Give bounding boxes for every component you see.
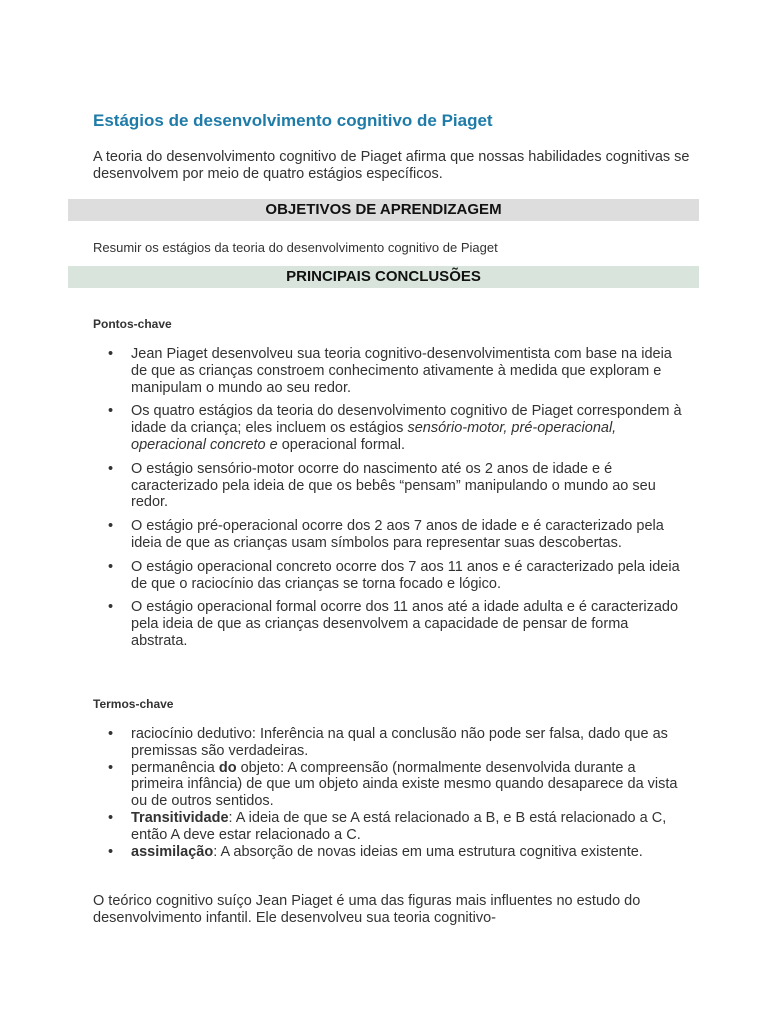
term-pre: permanência [131, 759, 219, 776]
conclusions-heading: PRINCIPAIS CONCLUSÕES [68, 266, 699, 288]
term-post: objeto: A compreensão (normalmente desenvolvida durante a primeira infância) de que um objeto ainda existe mesmo quando desaparece da vista ou de outros sentidos. [131, 759, 678, 810]
intro-paragraph: A teoria do desenvolvimento cognitivo de Piaget afirma que nossas habilidades cognitivas se desenvolvem por meio de quatro estágios específicos. [93, 149, 690, 182]
term-bold: do [218, 759, 237, 776]
list-item [131, 760, 686, 810]
closing-paragraph: O teórico cognitivo suíço Jean Piaget é uma das figuras mais influentes no estudo do desenvolvimento infantil. Ele desenvolveu sua teoria cognitivo- [93, 893, 641, 926]
list-item [131, 844, 686, 861]
list-item: • O estágio operacional formal ocorre dos 11 anos até a idade adulta e é caracterizado pela ideia de que as crianças desenvolvem a capacidade de pensar de forma abstrata. [131, 599, 686, 649]
list-item: • O estágio sensório-motor ocorre do nascimento até os 2 anos de idade e é caracterizado pela ideia de que os bebês “pensam” manipulando o mundo ao seu redor. [131, 461, 686, 511]
term-post: : A ideia de que se A está relacionado a B, e B está relacionado a C, então A deve estar relacionado a C. [131, 809, 667, 843]
term-bold: assimilação [131, 843, 214, 860]
key-points-heading: Pontos-chave [93, 317, 172, 331]
list-item: • O estágio operacional concreto ocorre dos 7 aos 11 anos e é caracterizado pela ideia de que o raciocínio das crianças se torna focado e lógico. [131, 559, 686, 593]
term-pre: raciocínio dedutivo [131, 726, 252, 742]
list-item: • O estágio pré-operacional ocorre dos 2 aos 7 anos de idade e é caracterizado pela ideia de que as crianças usam símbolos para representar suas descobertas. [131, 518, 686, 552]
item-text: operacional formal. [277, 436, 406, 453]
term-post: : A absorção de novas ideias em uma estrutura cognitiva existente. [213, 843, 643, 860]
term-post: : Inferência na qual a conclusão não pode ser falsa, dado que as premissas são verdadeiras. [131, 726, 668, 759]
list-item: • Jean Piaget desenvolveu sua teoria cognitivo-desenvolvimentista com base na ideia de que as crianças constroem conhecimento ativamente à medida que exploram e manipulam o mundo ao seu redor. [131, 346, 686, 396]
objective-text: Resumir os estágios da teoria do desenvolvimento cognitivo de Piaget [93, 240, 498, 255]
list-item [131, 810, 686, 844]
item-text: Os quatro estágios da teoria do desenvolvimento cognitivo de Piaget correspondem à idade da criança; eles incluem os estágios [131, 403, 682, 437]
list-item [131, 403, 686, 453]
page-title: Estágios de desenvolvimento cognitivo de Piaget [93, 111, 493, 130]
key-terms-heading: Termos-chave [93, 697, 174, 711]
item-italic: sensório-motor, pré-operacional, operacional concreto e [131, 420, 617, 453]
key-terms-list [131, 726, 686, 860]
objectives-heading: OBJETIVOS DE APRENDIZAGEM [68, 199, 699, 221]
key-points-list [131, 346, 686, 657]
term-bold: Transitividade [131, 809, 229, 826]
list-item [131, 726, 686, 760]
